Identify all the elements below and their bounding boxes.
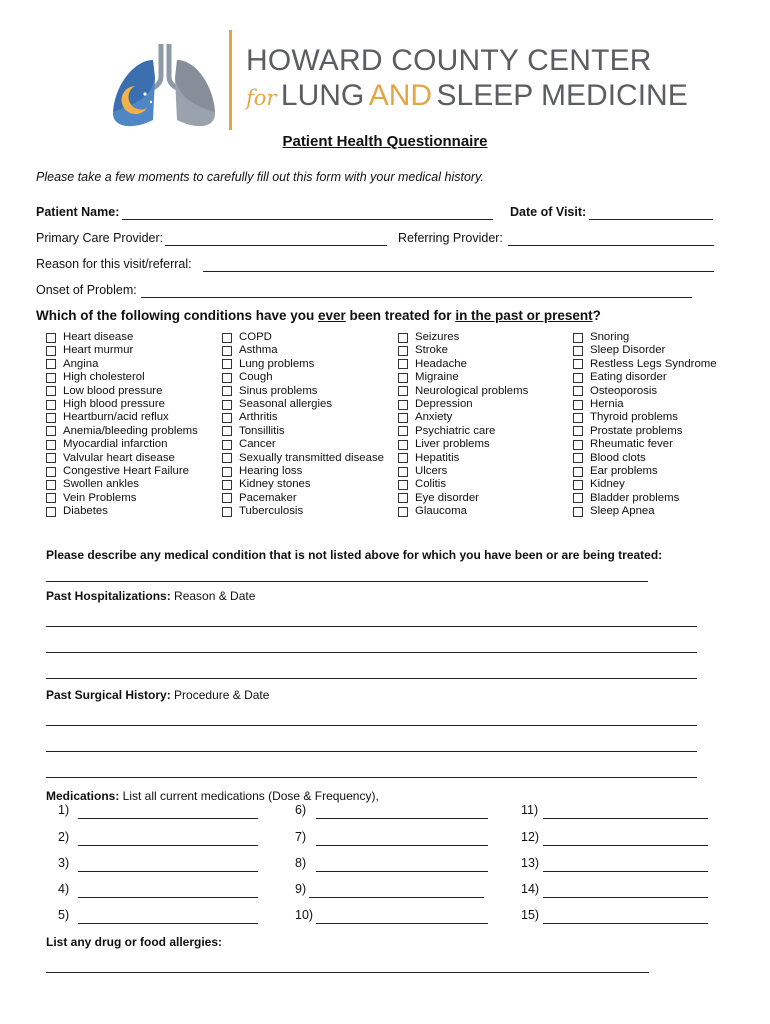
condition-checkbox[interactable]: Liver problems bbox=[398, 438, 528, 451]
condition-checkbox[interactable]: Restless Legs Syndrome bbox=[573, 358, 717, 371]
medication-field[interactable] bbox=[78, 923, 258, 924]
condition-checkbox[interactable]: Anxiety bbox=[398, 411, 528, 424]
condition-checkbox[interactable]: Vein Problems bbox=[46, 492, 198, 505]
medication-field[interactable] bbox=[543, 818, 708, 819]
checkbox-icon[interactable] bbox=[398, 413, 408, 423]
checkbox-icon[interactable] bbox=[222, 413, 232, 423]
allergies-label: List any drug or food allergies: bbox=[46, 935, 223, 949]
checkbox-icon[interactable] bbox=[398, 373, 408, 383]
surgical-line-3[interactable] bbox=[46, 777, 697, 778]
condition-checkbox[interactable]: Sleep Apnea bbox=[573, 505, 717, 518]
medication-field[interactable] bbox=[543, 923, 708, 924]
checkbox-icon[interactable] bbox=[573, 426, 583, 436]
checkbox-icon[interactable] bbox=[398, 386, 408, 396]
lungs-logo bbox=[105, 38, 225, 134]
checkbox-icon[interactable] bbox=[222, 426, 232, 436]
date-of-visit-label: Date of Visit: bbox=[510, 205, 587, 219]
checkbox-icon[interactable] bbox=[46, 493, 56, 503]
checkbox-icon[interactable] bbox=[573, 333, 583, 343]
checkbox-icon[interactable] bbox=[398, 400, 408, 410]
checkbox-icon[interactable] bbox=[46, 333, 56, 343]
condition-checkbox[interactable]: Headache bbox=[398, 358, 528, 371]
condition-checkbox[interactable]: Low blood pressure bbox=[46, 385, 198, 398]
org-name-line2 bbox=[246, 79, 688, 113]
condition-checkbox[interactable]: Heartburn/acid reflux bbox=[46, 411, 198, 424]
checkbox-icon[interactable] bbox=[222, 467, 232, 477]
conditions-column-respiratory bbox=[222, 331, 384, 518]
condition-checkbox[interactable]: Pacemaker bbox=[222, 492, 384, 505]
checkbox-icon[interactable] bbox=[398, 426, 408, 436]
checkbox-icon[interactable] bbox=[222, 359, 232, 369]
condition-checkbox[interactable]: Asthma bbox=[222, 344, 384, 357]
hospitalizations-label: Past Hospitalizations: Reason & Date bbox=[46, 589, 256, 603]
medication-number: 13) bbox=[521, 856, 540, 870]
condition-checkbox[interactable]: Valvular heart disease bbox=[46, 452, 198, 465]
patient-name-field[interactable] bbox=[122, 219, 493, 220]
medication-number: 5) bbox=[58, 908, 70, 922]
condition-checkbox[interactable]: Depression bbox=[398, 398, 528, 411]
surgical-line-1[interactable] bbox=[46, 725, 697, 726]
checkbox-icon[interactable] bbox=[398, 480, 408, 490]
condition-checkbox[interactable]: Hepatitis bbox=[398, 452, 528, 465]
medication-field[interactable] bbox=[78, 897, 258, 898]
other-conditions-label: Please describe any medical condition that is not listed above for which you have been or are being treated: bbox=[46, 548, 663, 562]
medication-number: 15) bbox=[521, 908, 540, 922]
condition-checkbox[interactable]: Sexually transmitted disease bbox=[222, 452, 384, 465]
condition-checkbox[interactable]: Prostate problems bbox=[573, 425, 717, 438]
date-of-visit-field[interactable] bbox=[589, 219, 713, 220]
conditions-column-neuro bbox=[398, 331, 528, 518]
condition-checkbox[interactable]: Sleep Disorder bbox=[573, 344, 717, 357]
medication-field[interactable] bbox=[543, 845, 708, 846]
condition-checkbox[interactable]: Ulcers bbox=[398, 465, 528, 478]
surgical-line-2[interactable] bbox=[46, 751, 697, 752]
condition-checkbox[interactable]: Blood clots bbox=[573, 452, 717, 465]
condition-checkbox[interactable]: Neurological problems bbox=[398, 385, 528, 398]
checkbox-icon[interactable] bbox=[222, 400, 232, 410]
condition-checkbox[interactable]: Arthritis bbox=[222, 411, 384, 424]
medication-field[interactable] bbox=[316, 923, 488, 924]
condition-checkbox[interactable]: Anemia/bleeding problems bbox=[46, 425, 198, 438]
condition-checkbox[interactable]: Tonsillitis bbox=[222, 425, 384, 438]
condition-checkbox[interactable]: Thyroid problems bbox=[573, 411, 717, 424]
checkbox-icon[interactable] bbox=[398, 346, 408, 356]
medication-field[interactable] bbox=[78, 818, 258, 819]
condition-checkbox[interactable]: Eye disorder bbox=[398, 492, 528, 505]
medication-field[interactable] bbox=[316, 845, 488, 846]
onset-field[interactable] bbox=[141, 297, 692, 298]
medication-number: 3) bbox=[58, 856, 70, 870]
checkbox-icon[interactable] bbox=[398, 493, 408, 503]
condition-checkbox[interactable]: Cough bbox=[222, 371, 384, 384]
referring-provider-field[interactable] bbox=[508, 245, 714, 246]
referring-provider-label: Referring Provider: bbox=[398, 231, 503, 245]
condition-checkbox[interactable]: Congestive Heart Failure bbox=[46, 465, 198, 478]
conditions-column-other bbox=[573, 331, 717, 518]
medication-number: 10) bbox=[295, 908, 314, 922]
medication-number: 2) bbox=[58, 830, 70, 844]
condition-checkbox[interactable]: COPD bbox=[222, 331, 384, 344]
org-for-word: for bbox=[246, 86, 277, 110]
condition-checkbox[interactable]: Ear problems bbox=[573, 465, 717, 478]
checkbox-icon[interactable] bbox=[222, 386, 232, 396]
condition-checkbox[interactable]: Sinus problems bbox=[222, 385, 384, 398]
condition-checkbox[interactable]: Seizures bbox=[398, 331, 528, 344]
condition-checkbox[interactable]: Cancer bbox=[222, 438, 384, 451]
condition-checkbox[interactable]: Myocardial infarction bbox=[46, 438, 198, 451]
condition-checkbox[interactable]: High blood pressure bbox=[46, 398, 198, 411]
checkbox-icon[interactable] bbox=[46, 359, 56, 369]
medication-number: 14) bbox=[521, 882, 540, 896]
checkbox-icon[interactable] bbox=[46, 413, 56, 423]
checkbox-icon[interactable] bbox=[398, 333, 408, 343]
patient-name-label: Patient Name: bbox=[36, 205, 120, 219]
checkbox-icon[interactable] bbox=[398, 453, 408, 463]
condition-checkbox[interactable]: Tuberculosis bbox=[222, 505, 384, 518]
medication-number: 8) bbox=[295, 856, 307, 870]
checkbox-icon[interactable] bbox=[46, 453, 56, 463]
checkbox-icon[interactable] bbox=[46, 400, 56, 410]
condition-checkbox[interactable]: Rheumatic fever bbox=[573, 438, 717, 451]
condition-checkbox[interactable]: Hearing loss bbox=[222, 465, 384, 478]
medication-field[interactable] bbox=[309, 897, 484, 898]
org-name-line1: HOWARD COUNTY CENTER bbox=[246, 44, 652, 77]
medication-field[interactable] bbox=[78, 845, 258, 846]
condition-checkbox[interactable]: Osteoporosis bbox=[573, 385, 717, 398]
medication-number: 12) bbox=[521, 830, 540, 844]
checkbox-icon[interactable] bbox=[573, 507, 583, 517]
checkbox-icon[interactable] bbox=[398, 467, 408, 477]
checkbox-icon[interactable] bbox=[573, 413, 583, 423]
checkbox-icon[interactable] bbox=[573, 480, 583, 490]
allergies-field[interactable] bbox=[46, 972, 649, 973]
condition-checkbox[interactable]: Glaucoma bbox=[398, 505, 528, 518]
condition-checkbox[interactable]: Psychiatric care bbox=[398, 425, 528, 438]
condition-checkbox[interactable]: Swollen ankles bbox=[46, 478, 198, 491]
medication-field[interactable] bbox=[316, 818, 488, 819]
surgical-history-label: Past Surgical History: Procedure & Date bbox=[46, 688, 270, 702]
checkbox-icon[interactable] bbox=[46, 480, 56, 490]
medications-label: Medications: List all current medications (Dose & Frequency), bbox=[46, 789, 379, 803]
condition-checkbox[interactable]: Hernia bbox=[573, 398, 717, 411]
checkbox-icon[interactable] bbox=[573, 346, 583, 356]
reason-field[interactable] bbox=[203, 271, 714, 272]
condition-checkbox[interactable]: Snoring bbox=[573, 331, 717, 344]
checkbox-icon[interactable] bbox=[46, 507, 56, 517]
onset-label: Onset of Problem: bbox=[36, 283, 137, 297]
checkbox-icon[interactable] bbox=[46, 426, 56, 436]
hospitalization-line-2[interactable] bbox=[46, 652, 697, 653]
checkbox-icon[interactable] bbox=[222, 480, 232, 490]
condition-checkbox[interactable]: Heart disease bbox=[46, 331, 198, 344]
checkbox-icon[interactable] bbox=[398, 440, 408, 450]
checkbox-icon[interactable] bbox=[573, 453, 583, 463]
conditions-question: Which of the following conditions have you ever been treated for in the past or present? bbox=[36, 308, 601, 323]
form-title: Patient Health Questionnaire bbox=[282, 133, 488, 150]
checkbox-icon[interactable] bbox=[222, 493, 232, 503]
other-conditions-field[interactable] bbox=[46, 581, 648, 582]
medication-field[interactable] bbox=[78, 871, 258, 872]
checkbox-icon[interactable] bbox=[222, 507, 232, 517]
checkbox-icon[interactable] bbox=[222, 373, 232, 383]
org-lung-word: LUNG bbox=[280, 79, 365, 112]
letterhead-divider bbox=[229, 30, 232, 130]
condition-checkbox[interactable]: Diabetes bbox=[46, 505, 198, 518]
condition-checkbox[interactable]: Lung problems bbox=[222, 358, 384, 371]
checkbox-icon[interactable] bbox=[573, 386, 583, 396]
checkbox-icon[interactable] bbox=[573, 373, 583, 383]
condition-checkbox[interactable]: Kidney stones bbox=[222, 478, 384, 491]
condition-checkbox[interactable]: Angina bbox=[46, 358, 198, 371]
checkbox-icon[interactable] bbox=[398, 507, 408, 517]
checkbox-icon[interactable] bbox=[398, 359, 408, 369]
hospitalization-line-1[interactable] bbox=[46, 626, 697, 627]
checkbox-icon[interactable] bbox=[46, 467, 56, 477]
condition-checkbox[interactable]: Seasonal allergies bbox=[222, 398, 384, 411]
condition-checkbox[interactable]: Kidney bbox=[573, 478, 717, 491]
checkbox-icon[interactable] bbox=[573, 400, 583, 410]
conditions-column-cardiac bbox=[46, 331, 198, 518]
checkbox-icon[interactable] bbox=[222, 346, 232, 356]
medication-number: 7) bbox=[295, 830, 307, 844]
checkbox-icon[interactable] bbox=[573, 440, 583, 450]
checkbox-icon[interactable] bbox=[222, 453, 232, 463]
checkbox-icon[interactable] bbox=[46, 440, 56, 450]
org-sleep-word: SLEEP MEDICINE bbox=[436, 79, 688, 112]
primary-care-label: Primary Care Provider: bbox=[36, 231, 164, 245]
medication-field[interactable] bbox=[543, 871, 708, 872]
condition-checkbox[interactable]: Heart murmur bbox=[46, 344, 198, 357]
medication-number: 6) bbox=[295, 803, 307, 817]
medication-number: 9) bbox=[295, 882, 307, 896]
medication-number: 1) bbox=[58, 803, 70, 817]
checkbox-icon[interactable] bbox=[222, 440, 232, 450]
medication-number: 4) bbox=[58, 882, 70, 896]
medication-field[interactable] bbox=[543, 897, 708, 898]
condition-checkbox[interactable]: Eating disorder bbox=[573, 371, 717, 384]
checkbox-icon[interactable] bbox=[46, 373, 56, 383]
primary-care-field[interactable] bbox=[165, 245, 387, 246]
condition-checkbox[interactable]: Colitis bbox=[398, 478, 528, 491]
hospitalization-line-3[interactable] bbox=[46, 678, 697, 679]
checkbox-icon[interactable] bbox=[46, 386, 56, 396]
form-intro: Please take a few moments to carefully fill out this form with your medical history. bbox=[36, 170, 484, 184]
medication-field[interactable] bbox=[316, 871, 488, 872]
checkbox-icon[interactable] bbox=[46, 346, 56, 356]
checkbox-icon[interactable] bbox=[573, 493, 583, 503]
medication-number: 11) bbox=[521, 803, 539, 817]
checkbox-icon[interactable] bbox=[573, 359, 583, 369]
condition-checkbox[interactable]: Bladder problems bbox=[573, 492, 717, 505]
checkbox-icon[interactable] bbox=[222, 333, 232, 343]
condition-checkbox[interactable]: Migraine bbox=[398, 371, 528, 384]
reason-label: Reason for this visit/referral: bbox=[36, 257, 192, 271]
org-and-word: AND bbox=[368, 79, 433, 112]
condition-checkbox[interactable]: High cholesterol bbox=[46, 371, 198, 384]
checkbox-icon[interactable] bbox=[573, 467, 583, 477]
condition-checkbox[interactable]: Stroke bbox=[398, 344, 528, 357]
